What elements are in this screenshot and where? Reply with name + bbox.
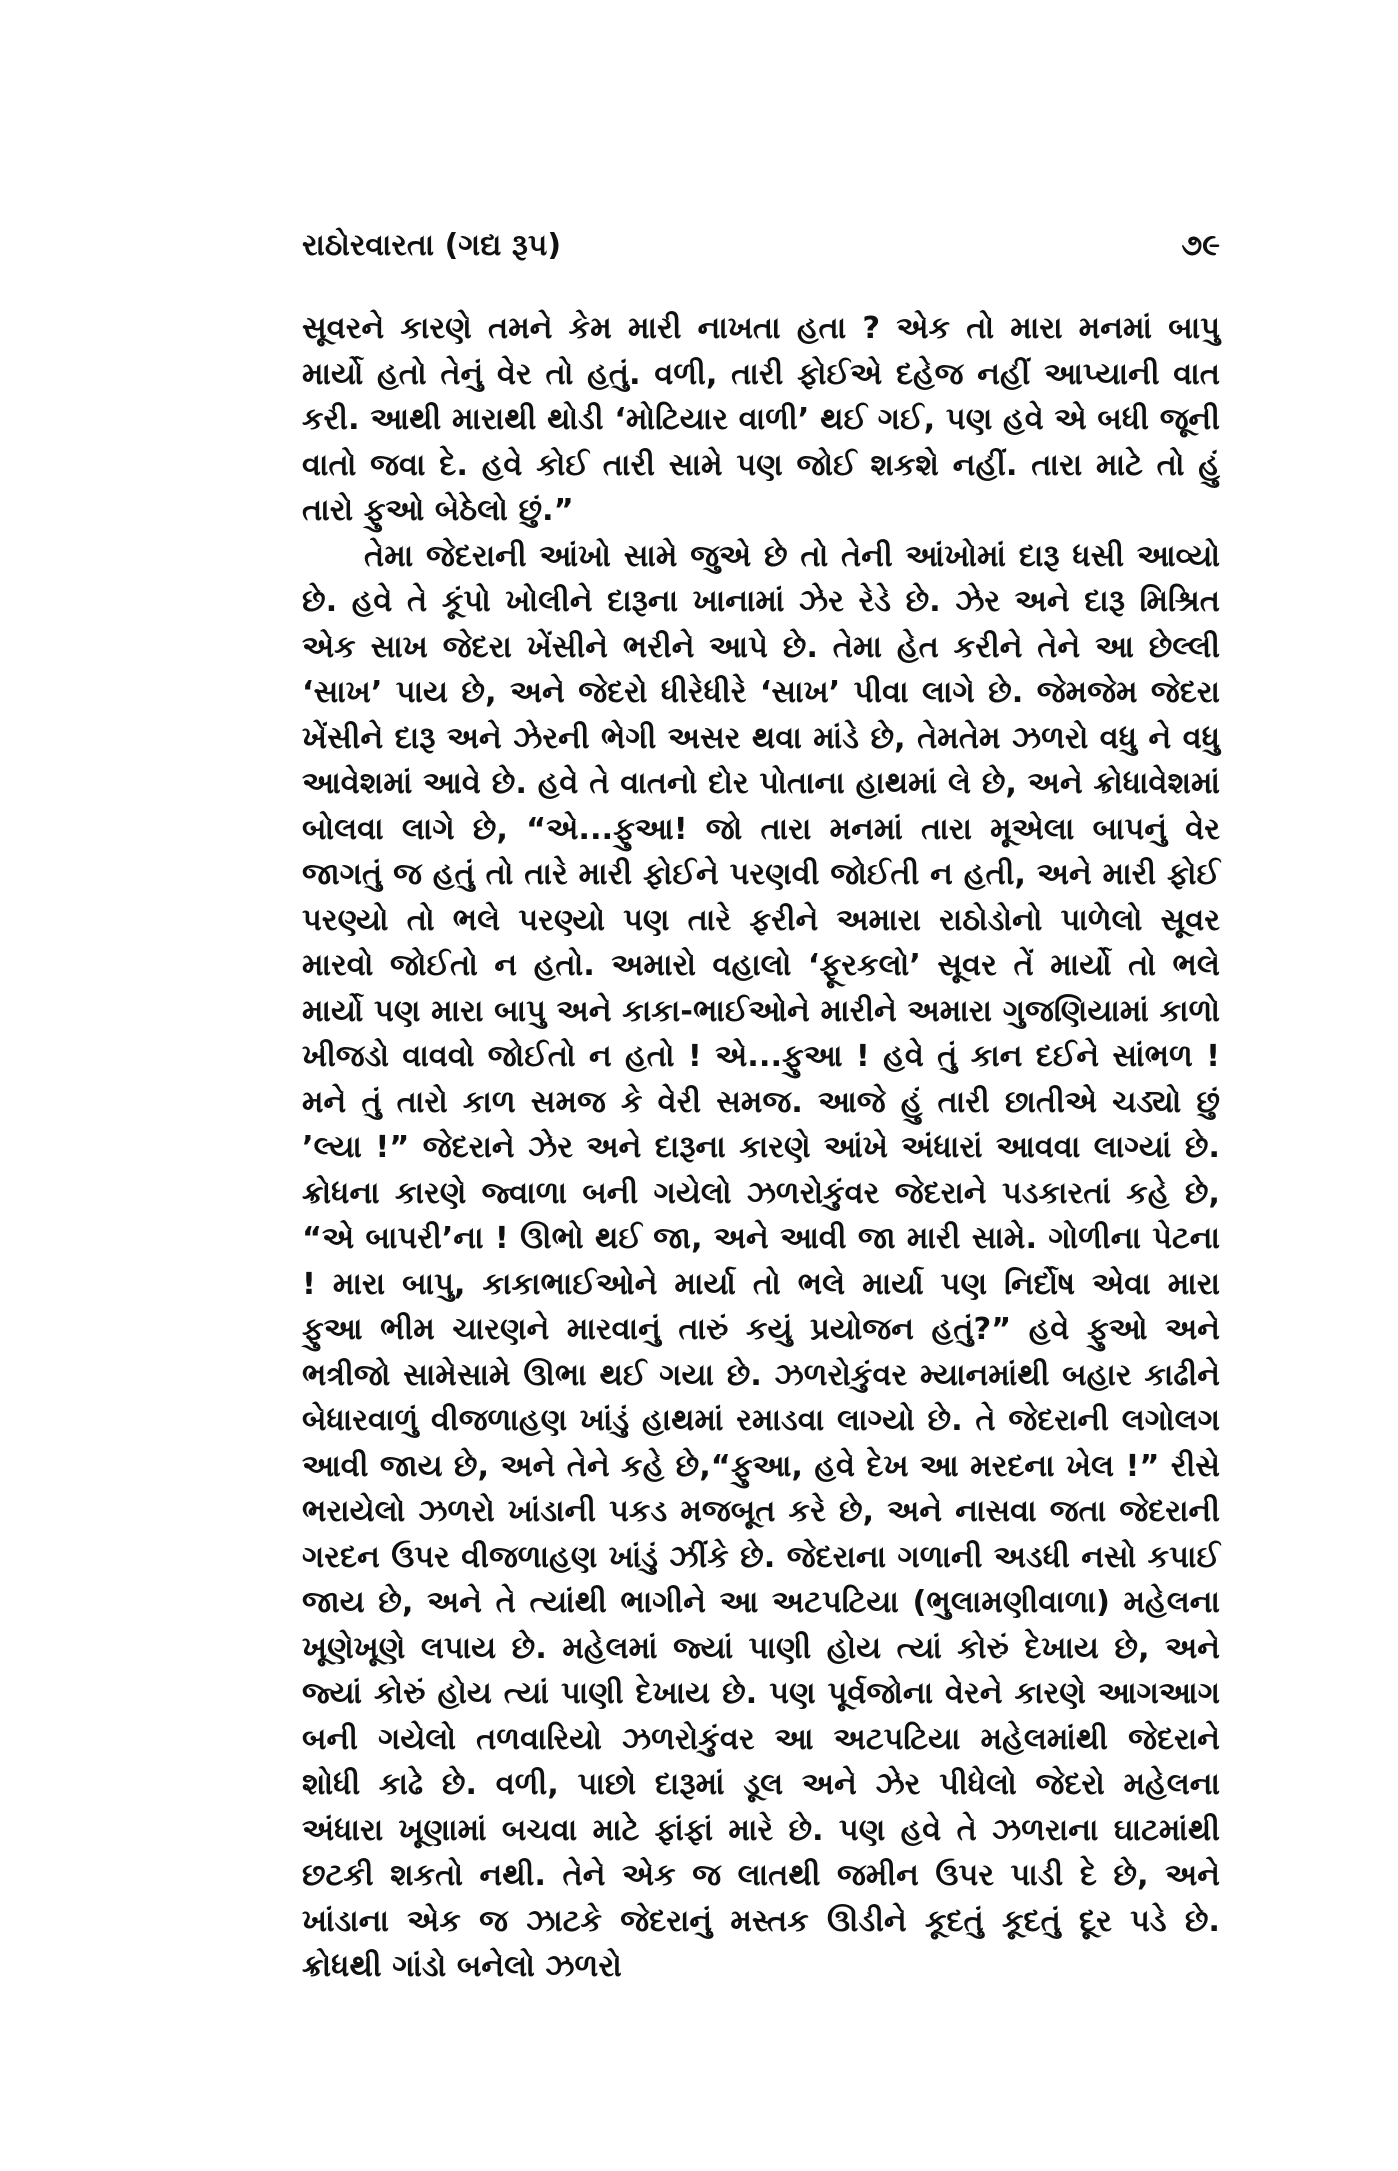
- running-header: [302, 222, 1220, 268]
- running-title: રાઠોરવારતા (ગદ્ય રૂપ): [302, 227, 562, 263]
- paragraph: સૂવરને કારણે તમને કેમ મારી નાખતા હતા ? એક તો મારા મનમાં બાપુ માર્યો હતો તેનું વેર તો હતું. વળી, તારી ફોઈએ દહેજ નહીં આપ્યાની વાત કરી. આથી મારાથી થોડી ‘મોટિયાર વાળી’ થઈ ગઈ, પણ હવે એ બધી જૂની વાતો જવા દે. હવે કોઈ તારી સામે પણ જોઈ શકશે નહીં. તારા માટે તો હું તારો ફુઓ બેઠેલો છું.”: [302, 311, 1220, 528]
- paragraph: તેમા જેદરાની આંખો સામે જુએ છે તો તેની આંખોમાં દારૂ ધસી આવ્યો છે. હવે તે કૂંપો ખોલીને દારૂના ખાનામાં ઝેર રેડે છે. ઝેર અને દારૂ મિશ્રિત એક સાખ જેદરા ખેંસીને ભરીને આપે છે. તેમા હેત કરીને તેને આ છેલ્લી ‘સાખ’ પાય છે, અને જેદરો ધીરેધીરે ‘સાખ’ પીવા લાગે છે. જેમજેમ જેદરા ખેંસીને દારૂ અને ઝેરની ભેગી અસર થવા માંડે છે, તેમતેમ ઝળરો વધુ ને વધુ આવેશમાં આવે છે. હવે તે વાતનો દોર પોતાના હાથમાં લે છે, અને ક્રોધાવેશમાં બોલવા લાગે છે, “એ...ફુઆ! જો તારા મનમાં તારા મૂએલા બાપનું વેર જાગતું જ હતું તો તારે મારી ફોઈને પરણવી જોઈતી ન હતી, અને મારી ફોઈ પરણ્યો તો ભલે પરણ્યો પણ તારે ફરીને અમારા રાઠોડોનો પાળેલો સૂવર મારવો જોઈતો ન હતો. અમારો વહાલો ‘ફૂરકલો’ સૂવર તેં માર્યો તો ભલે માર્યો પણ મારા બાપુ અને કાકા-ભાઈઓને મારીને અમારા ગુજણિયામાં કાળો ખીજડો વાવવો જોઈતો ન હતો ! એ...ફુઆ ! હવે તું કાન દઈને સાંભળ ! મને તું તારો કાળ સમજ કે વેરી સમજ. આજે હું તારી છાતીએ ચડ્યો છું ’લ્યા !” જેદરાને ઝેર અને દારૂના કારણે આંખે અંધારાં આવવા લાગ્યાં છે. ક્રોધના કારણે જ્વાળા બની ગયેલો ઝળરોકુંવર જેદરાને પડકારતાં કહે છે, “એ બાપરી’ના ! ઊભો થઈ જા, અને આવી જા મારી સામે. ગોળીના પેટના ! મારા બાપુ, કાકાભાઈઓને માર્યા તો ભલે માર્યા પણ નિર્દોષ એવા મારા ફુઆ ભીમ ચારણને મારવાનું તારું કયું પ્રયોજન હતું?” હવે ફુઓ અને ભત્રીજો સામેસામે ઊભા થઈ ગયા છે. ઝળરોકુંવર મ્યાનમાંથી બહાર કાઢીને બેધારવાળું વીજળાહણ ખાંડું હાથમાં રમાડવા લાગ્યો છે. તે જેદરાની લગોલગ આવી જાય છે, અને તેને કહે છે,“ફુઆ, હવે દેખ આ મરદના ખેલ !” રીસે ભરાયેલો ઝળરો ખાંડાની પકડ મજબૂત કરે છે, અને નાસવા જતા જેદરાની ગરદન ઉપર વીજળાહણ ખાંડું ઝીંકે છે. જેદરાના ગળાની અડધી નસો કપાઈ જાય છે, અને તે ત્યાંથી ભાગીને આ અટપટિયા (ભુલામણીવાળા) મહેલના ખૂણેખૂણે લપાય છે. મહેલમાં જ્યાં પાણી હોય ત્યાં કોરું દેખાય છે, અને જ્યાં કોરું હોય ત્યાં પાણી દેખાય છે. પણ પૂર્વજોના વેરને કારણે આગઆગ બની ગયેલો તળવારિયો ઝળરોકુંવર આ અટપટિયા મહેલમાંથી જેદરાને શોધી કાઢે છે. વળી, પાછો દારૂમાં ડૂલ અને ઝેર પીધેલો જેદરો મહેલના અંધારા ખૂણામાં બચવા માટે ફાંફાં મારે છે. પણ હવે તે ઝળરાના ઘાટમાંથી છટકી શકતો નથી. તેને એક જ લાતથી જમીન ઉપર પાડી દે છે, અને ખાંડાના એક જ ઝાટકે જેદરાનું મસ્તક ઊડીને કૂદતું કૂદતું દૂર પડે છે. ક્રોધથી ગાંડો બનેલો ઝળરો: [302, 538, 1220, 1984]
- body-text: [302, 306, 1220, 1990]
- page-number: ૭૯: [1181, 227, 1220, 263]
